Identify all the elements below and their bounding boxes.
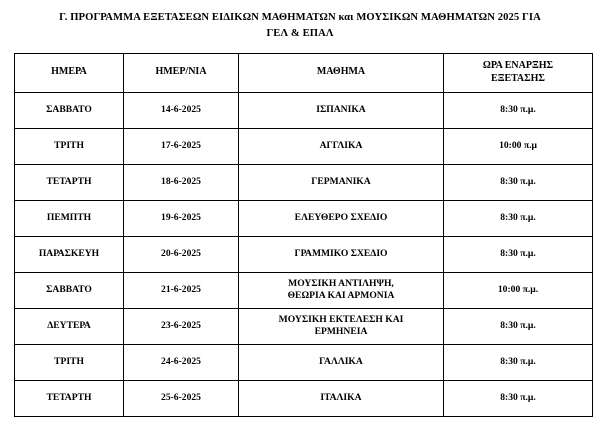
cell-time: 8:30 π.μ.: [444, 308, 593, 344]
page-title-line-2: ΓΕΛ & ΕΠΑΛ: [266, 28, 334, 40]
cell-time: 8:30 π.μ.: [444, 380, 593, 416]
cell-date: 21-6-2025: [124, 272, 239, 308]
cell-day: ΤΡΙΤΗ: [15, 344, 124, 380]
cell-date: 14-6-2025: [124, 92, 239, 128]
cell-course-line-1: ΜΟΥΣΙΚΗ ΕΚΤΕΛΕΣΗ ΚΑΙ: [278, 314, 404, 326]
cell-date: 17-6-2025: [124, 128, 239, 164]
cell-time: 8:30 π.μ.: [444, 92, 593, 128]
cell-time: 8:30 π.μ.: [444, 200, 593, 236]
cell-day: ΣΑΒΒΑΤΟ: [15, 92, 124, 128]
cell-course: [239, 92, 444, 128]
table-header-row: [15, 53, 593, 92]
cell-course-line-1: ΙΣΠΑΝΙΚΑ: [316, 104, 366, 116]
cell-day: ΤΕΤΑΡΤΗ: [15, 380, 124, 416]
cell-course-line-1: ΜΟΥΣΙΚΗ ΑΝΤΙΛΗΨΗ,: [288, 278, 394, 290]
table-row: [15, 128, 593, 164]
cell-course: [239, 164, 444, 200]
cell-time: 8:30 π.μ.: [444, 344, 593, 380]
cell-course-line-1: ΕΛΕΥΘΕΡΟ ΣΧΕΔΙΟ: [294, 212, 388, 224]
page-title: [20, 10, 580, 43]
cell-course-line-2: ΘΕΩΡΙΑ ΚΑΙ ΑΡΜΟΝΙΑ: [287, 290, 395, 302]
cell-day: ΠΑΡΑΣΚΕΥΗ: [15, 236, 124, 272]
cell-date: 25-6-2025: [124, 380, 239, 416]
cell-time: 8:30 π.μ.: [444, 236, 593, 272]
cell-course-line-2: ΕΡΜΗΝΕΙΑ: [314, 326, 368, 338]
cell-day: ΤΕΤΑΡΤΗ: [15, 164, 124, 200]
cell-course: [239, 128, 444, 164]
cell-time: 10:00 π.μ.: [444, 272, 593, 308]
cell-date: 19-6-2025: [124, 200, 239, 236]
cell-course: [239, 308, 444, 344]
cell-time: 10:00 π.μ: [444, 128, 593, 164]
column-header-start-time: [444, 53, 593, 92]
table-row: [15, 344, 593, 380]
table-body: [15, 92, 593, 416]
column-header-course: ΜΑΘΗΜΑ: [239, 53, 444, 92]
cell-date: 20-6-2025: [124, 236, 239, 272]
page-title-line-1: Γ. ΠΡΟΓΡΑΜΜΑ ΕΞΕΤΑΣΕΩΝ ΕΙΔΙΚΩΝ ΜΑΘΗΜΑΤΩΝ και ΜΟΥΣΙΚΩΝ ΜΑΘΗΜΑΤΩΝ 2025 ΓΙΑ: [59, 12, 541, 23]
cell-day: ΣΑΒΒΑΤΟ: [15, 272, 124, 308]
cell-course: [239, 380, 444, 416]
table-row: [15, 308, 593, 344]
cell-date: 24-6-2025: [124, 344, 239, 380]
exam-schedule-table: [14, 53, 593, 417]
table-row: [15, 92, 593, 128]
cell-day: ΠΕΜΠΤΗ: [15, 200, 124, 236]
cell-course-line-1: ΓΑΛΛΙΚΑ: [319, 356, 363, 368]
cell-day: ΔΕΥΤΕΡΑ: [15, 308, 124, 344]
table-header: [15, 53, 593, 92]
cell-course: [239, 236, 444, 272]
cell-date: 18-6-2025: [124, 164, 239, 200]
table-row: [15, 272, 593, 308]
table-row: [15, 200, 593, 236]
cell-time: 8:30 π.μ.: [444, 164, 593, 200]
column-header-date: ΗΜΕΡ/ΝΙΑ: [124, 53, 239, 92]
cell-day: ΤΡΙΤΗ: [15, 128, 124, 164]
cell-course: [239, 200, 444, 236]
cell-course: [239, 272, 444, 308]
column-header-start-time-line-2: ΕΞΕΤΑΣΗΣ: [491, 72, 545, 84]
cell-course-line-1: ΓΕΡΜΑΝΙΚΑ: [311, 176, 371, 188]
table-row: [15, 164, 593, 200]
cell-course-line-1: ΙΤΑΛΙΚΑ: [320, 392, 362, 404]
cell-course-line-1: ΓΡΑΜΜΙΚΟ ΣΧΕΔΙΟ: [294, 248, 388, 260]
table-row: [15, 236, 593, 272]
column-header-start-time-line-1: ΩΡΑ ΕΝΑΡΞΗΣ: [482, 60, 554, 72]
cell-course-line-1: ΑΓΓΛΙΚΑ: [319, 140, 363, 152]
cell-date: 23-6-2025: [124, 308, 239, 344]
table-row: [15, 380, 593, 416]
column-header-day: ΗΜΕΡΑ: [15, 53, 124, 92]
cell-course: [239, 344, 444, 380]
